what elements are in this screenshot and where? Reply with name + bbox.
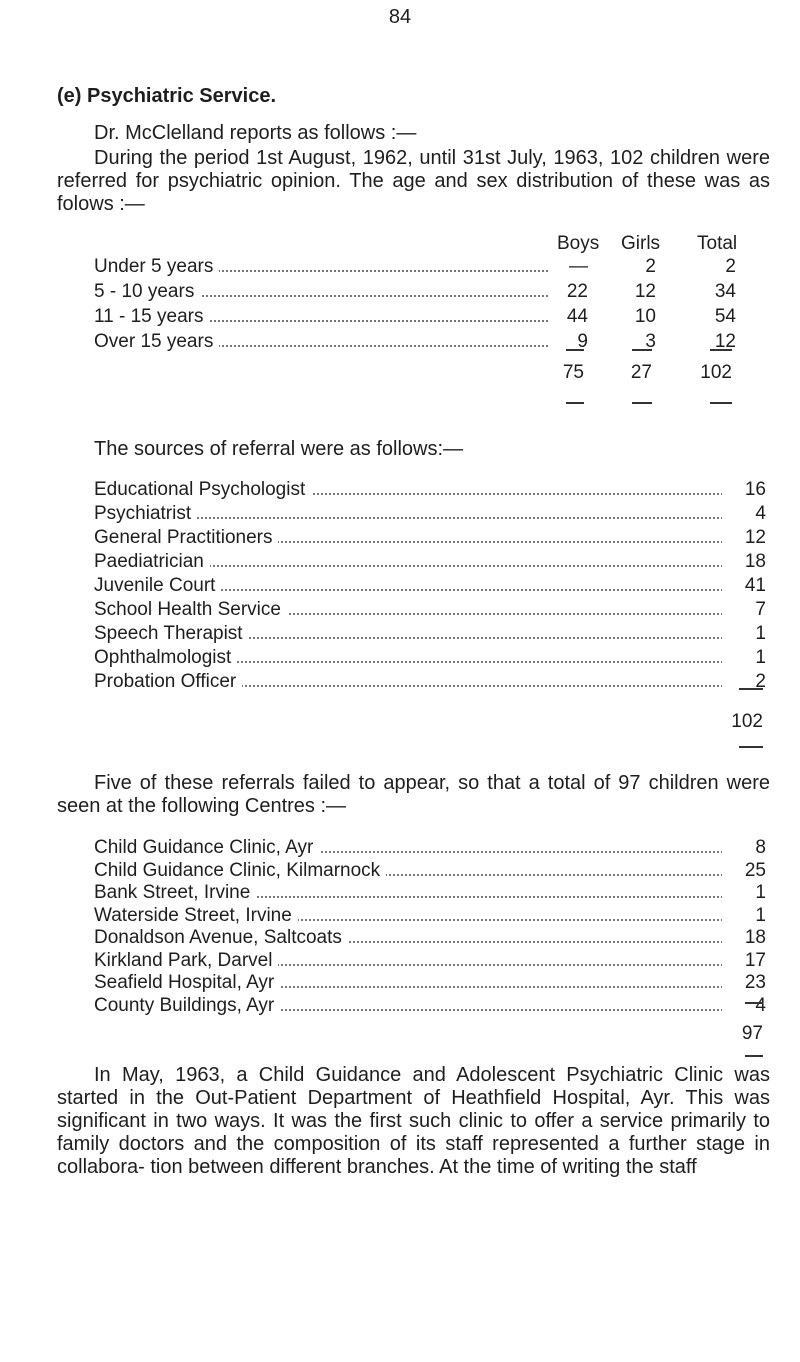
source-label: Educational Psychologist [94,478,311,501]
centre-value: 23 [722,971,766,994]
source-label: School Health Service [94,598,287,621]
column-header-girls: Girls [621,233,661,254]
centre-label: Bank Street, Irvine [94,881,256,904]
centre-value: 17 [722,949,766,972]
centre-label: Waterside Street, Irvine [94,904,298,927]
row-label: Under 5 years [94,255,219,278]
source-label: Juvenile Court [94,574,221,597]
table-row [94,859,766,882]
boys-value: 44 [548,305,588,328]
centre-label: Child Guidance Clinic, Kilmarnock [94,859,386,882]
rule-total-top [710,349,732,351]
centre-label: Donaldson Avenue, Saltcoats [94,926,348,949]
girls-value: 3 [614,330,656,353]
table-row [94,255,758,278]
table-row [94,926,766,949]
source-value: 1 [722,622,766,645]
source-label: General Practitioners [94,526,278,549]
paragraph-clinic: In May, 1963, a Child Guidance and Adolescent Psychiatric Clinic was started in the Out-Patient Department of Heathfield Hospital, Ayr. This was significant in two ways. It was the first such clinic to offer a service primarily to family doctors and the composition of its staff represented a further stage in collabora- tion between different branches. At the time of writing the staff [57,1064,770,1178]
source-value: 7 [722,598,766,621]
table-row [94,904,766,927]
row-label: Over 15 years [94,330,219,353]
centre-value: 1 [722,881,766,904]
rule-boys-bottom [566,402,584,404]
source-label: Probation Officer [94,670,242,693]
row-label: 11 - 15 years [94,305,209,328]
source-value: 1 [722,646,766,669]
age-total-boys: 75 [562,362,584,383]
total-value: 34 [688,280,736,303]
table-row [94,971,766,994]
centre-value: 1 [722,904,766,927]
source-value: 16 [722,478,766,501]
table-row [94,646,766,669]
rule-centres-top [745,1002,763,1004]
total-value: 2 [688,255,736,278]
centre-label: Kirkland Park, Darvel [94,949,278,972]
rule-sources-bottom [739,746,763,748]
rule-sources-top [739,688,763,690]
intro-line: Dr. McClelland reports as follows :— [94,122,417,144]
centre-value: 25 [722,859,766,882]
total-value: 54 [688,305,736,328]
source-value: 2 [722,670,766,693]
source-value: 41 [722,574,766,597]
centres-total: 97 [741,1023,763,1044]
rule-total-bottom [710,402,732,404]
rule-girls-bottom [632,402,652,404]
table-row [94,478,766,501]
row-label: 5 - 10 years [94,280,200,303]
source-value: 4 [722,502,766,525]
centre-label: Child Guidance Clinic, Ayr [94,836,319,859]
column-header-total: Total [697,233,738,254]
rule-girls-top [632,349,652,351]
source-label: Speech Therapist [94,622,249,645]
source-value: 18 [722,550,766,573]
girls-value: 12 [614,280,656,303]
table-row [94,881,766,904]
sources-intro: The sources of referral were as follows:— [94,438,464,460]
section-heading: (e) Psychiatric Service. [57,85,277,107]
boys-value: 9 [548,330,588,353]
source-label: Ophthalmologist [94,646,237,669]
boys-value: 22 [548,280,588,303]
centre-value: 8 [722,836,766,859]
rule-centres-bottom [745,1055,763,1057]
table-row [94,949,766,972]
table-row [94,670,766,693]
centre-value: 18 [722,926,766,949]
table-row [94,598,766,621]
centre-value: 4 [722,994,766,1017]
page-number: 84 [388,6,412,28]
centre-label: County Buildings, Ayr [94,994,280,1017]
girls-value: 10 [614,305,656,328]
source-value: 12 [722,526,766,549]
total-value: 12 [688,330,736,353]
girls-value: 2 [614,255,656,278]
sources-total: 102 [731,711,763,732]
table-row [94,305,758,328]
age-total-girls: 27 [630,362,652,383]
age-total-total: 102 [700,362,732,383]
source-label: Paediatrician [94,550,210,573]
table-row [94,622,766,645]
table-row [94,574,766,597]
centre-label: Seafield Hospital, Ayr [94,971,280,994]
table-row [94,836,766,859]
table-row [94,526,766,549]
boys-value: — [548,255,588,278]
rule-boys-top [566,349,584,351]
paragraph-referrals: During the period 1st August, 1962, until 31st July, 1963, 102 children were referred for psychiatric opinion. The age and sex distribution of these was as folows :— [57,147,770,215]
table-row [94,330,758,353]
paragraph-failed-referrals: Five of these referrals failed to appear, so that a total of 97 children were seen at the following Centres :— [57,772,770,817]
table-row [94,280,758,303]
table-row [94,994,766,1017]
table-row [94,502,766,525]
source-label: Psychiatrist [94,502,197,525]
column-header-boys: Boys [557,233,600,254]
table-row [94,550,766,573]
